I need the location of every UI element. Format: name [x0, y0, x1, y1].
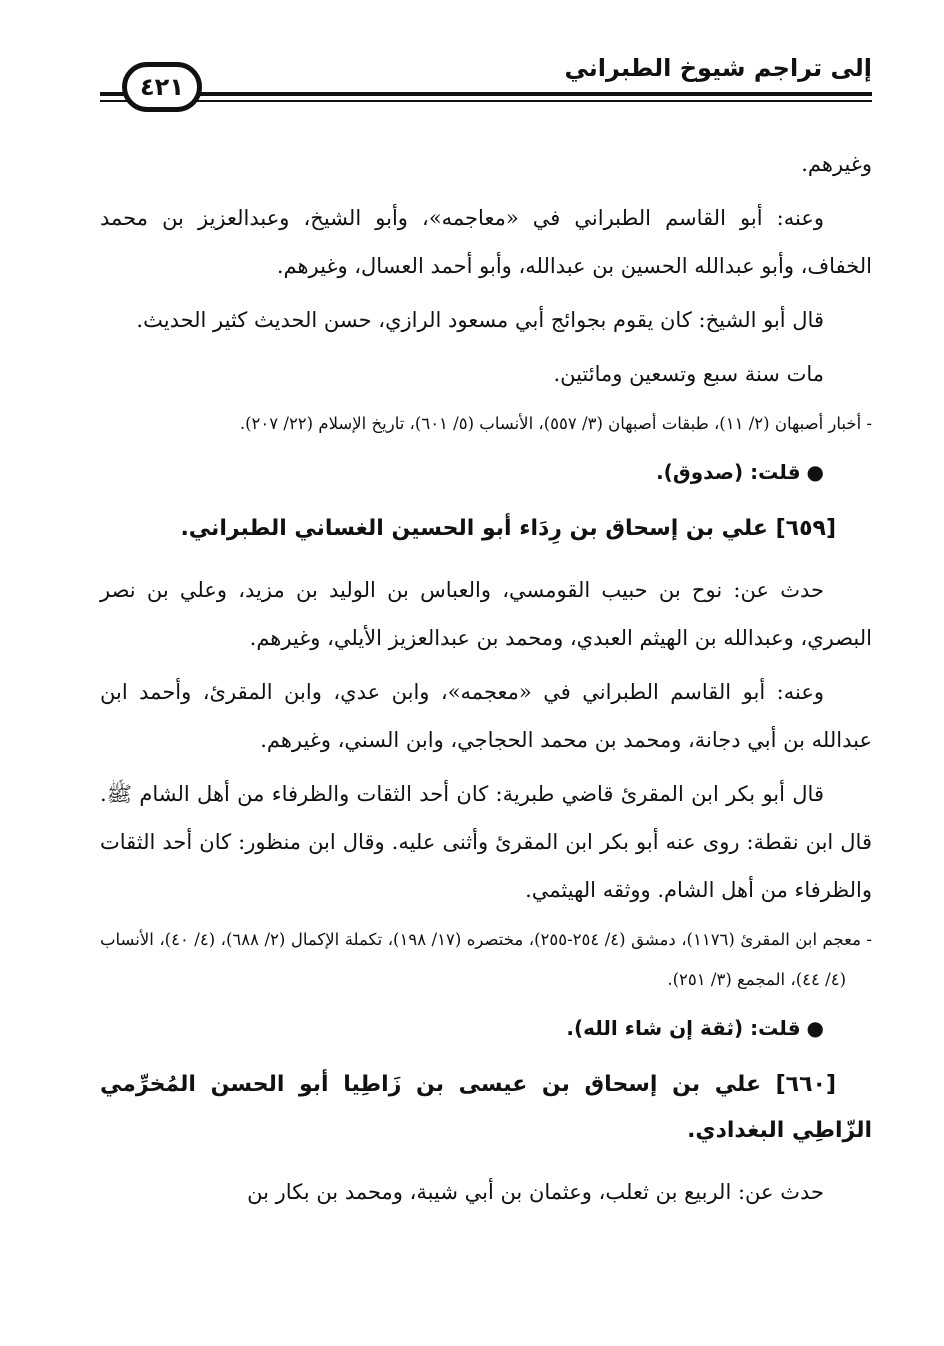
paragraph: قال أبو الشيخ: كان يقوم بجوائج أبي مسعود الرازي، حسن الحديث كثير الحديث. [136, 308, 824, 332]
verdict-text: قلت: (ثقة إن شاء الله). [566, 1016, 801, 1040]
header-rule-thin [100, 100, 872, 102]
page-body [100, 140, 872, 1222]
paragraph: وعنه: أبو القاسم الطبراني في «معجمه»، وابن عدي، وابن المقرئ، وأحمد ابن عبدالله بن أبي دجانة، ومحمد بن محمد الحجاجي، وابن السني، وغيرهم. [100, 680, 872, 752]
source-references: - أخبار أصبهان (٢/ ١١)، طبقات أصبهان (٣/ ٥٥٧)، الأنساب (٥/ ٦٠١)، تاريخ الإسلام (٢٢/ ٢٠٧). [239, 414, 872, 433]
paragraph: مات سنة سبع وتسعين ومائتين. [553, 362, 824, 386]
source-references: - معجم ابن المقرئ (١١٧٦)، دمشق (٤/ ٢٥٤-٢٥٥)، مختصره (١٧/ ١٩٨)، تكملة الإكمال (٢/ ٦٨٨)، (٤/ ٤٠)، الأنساب (٤/ ٤٤)، المجمع (٣/ ٢٥١). [100, 930, 872, 989]
paragraph: حدث عن: الربيع بن ثعلب، وعثمان بن أبي شيبة، ومحمد بن بكار بن [247, 1180, 824, 1204]
paragraph: وعنه: أبو القاسم الطبراني في «معاجمه»، وأبو الشيخ، وعبدالعزيز بن محمد الخفاف، وأبو عبدالله الحسين بن عبدالله، وأبو أحمد العسال، وغيرهم. [100, 206, 872, 278]
page-header [100, 40, 872, 120]
bullet-icon: ● [806, 1016, 824, 1040]
paragraph: حدث عن: نوح بن حبيب القومسي، والعباس بن الوليد بن مزيد، وعلي بن نصر البصري، وعبدالله بن الهيثم العبدي، ومحمد بن عبدالعزيز الأيلي، وغيرهم. [100, 578, 872, 650]
paragraph: وغيرهم. [801, 152, 872, 176]
paragraph: قال أبو بكر ابن المقرئ قاضي طبرية: كان أحد الثقات والظرفاء من أهل الشام ﷺ. قال ابن نقطة: روى عنه أبو بكر ابن المقرئ وأثنى عليه. وقال ابن منظور: كان أحد الثقات والظرفاء من أهل الشام. ووثقه الهيثمي. [100, 782, 872, 902]
header-rule-thick [100, 92, 872, 96]
running-title: إلى تراجم شيوخ الطبراني [564, 54, 872, 82]
entry-title-659: [٦٥٩] علي بن إسحاق بن رِدَاء أبو الحسين الغساني الطبراني. [180, 516, 836, 541]
entry-title-660: [٦٦٠] علي بن إسحاق بن عيسى بن زَاطِيا أبو الحسن المُخرِّمي الزّاطِي البغدادي. [100, 1072, 872, 1143]
verdict-line [100, 448, 872, 496]
verdict-line [100, 1004, 872, 1052]
verdict-text: قلت: (صدوق). [656, 460, 801, 484]
page-number: ٤٢١ [122, 62, 202, 112]
bullet-icon: ● [806, 460, 824, 484]
